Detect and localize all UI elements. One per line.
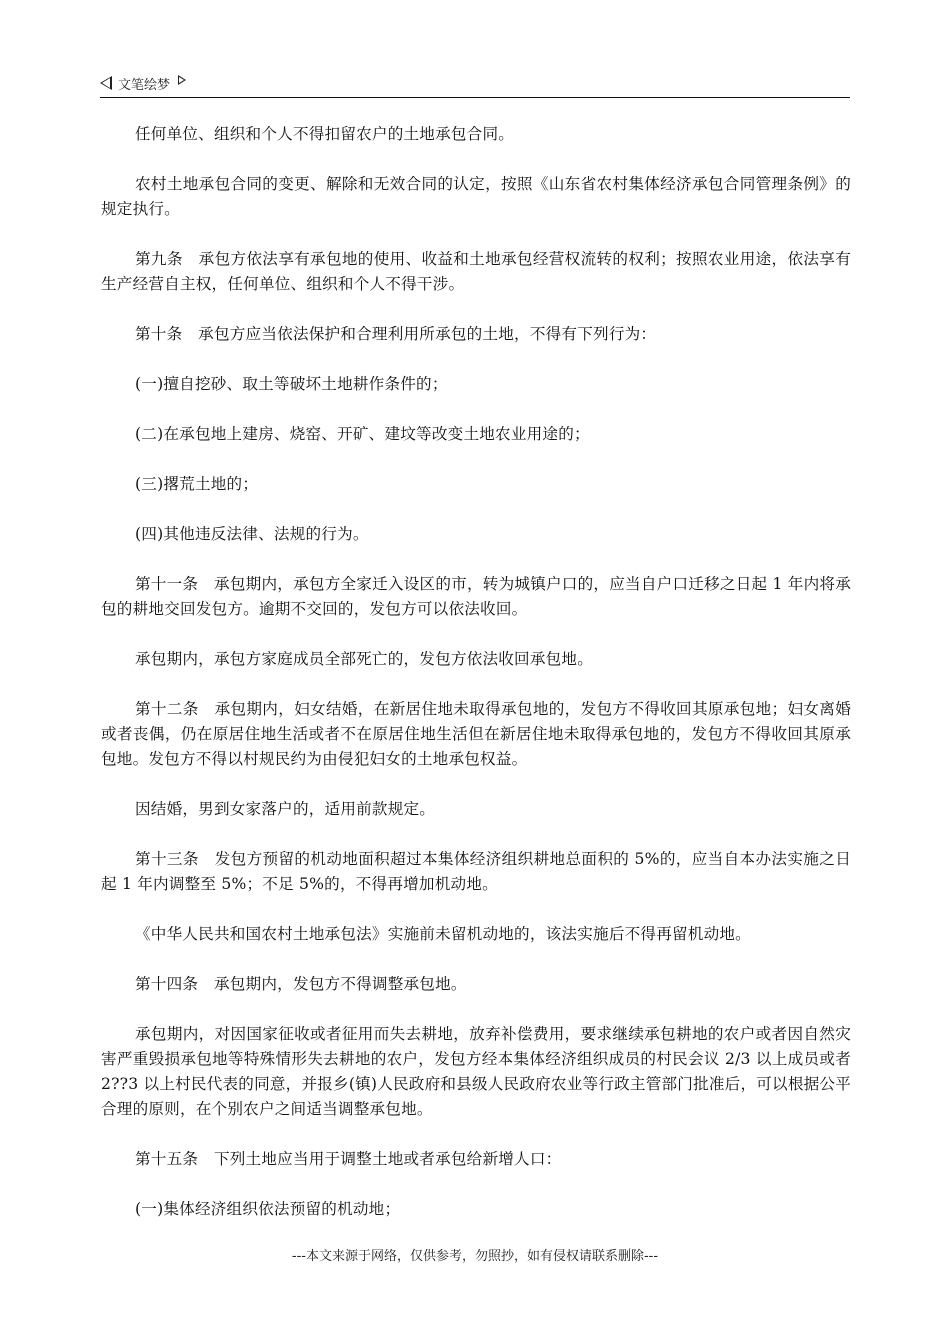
- paragraph: 承包期内，对因国家征收或者征用而失去耕地，放弃补偿费用，要求继续承包耕地的农户或者因自然灾害严重毁损承包地等特殊情形失去耕地的农户，发包方经本集体经济组织成员的村民会议 2/3 以上成员或者 2??3 以上村民代表的同意，并报乡(镇)人民政府和县级人民政府农业等行政主管部门批准后，可以根据公平合理的原则，在个别农户之间适当调整承包地。: [101, 1025, 857, 1118]
- paragraph: 因结婚，男到女家落户的，适用前款规定。: [135, 800, 436, 818]
- list-item: (三)撂荒土地的；: [135, 475, 259, 493]
- paragraph: 第十四条 承包期内，发包方不得调整承包地。: [135, 975, 467, 993]
- paragraph: 任何单位、组织和个人不得扣留农户的土地承包合同。: [135, 125, 515, 143]
- header-divider: [100, 97, 850, 99]
- list-item: (一)集体经济组织依法预留的机动地；: [135, 1200, 401, 1218]
- paragraph: 第十三条 发包方预留的机动地面积超过本集体经济组织耕地总面积的 5%的，应当自本办法实施之日起 1 年内调整至 5%；不足 5%的，不得再增加机动地。: [101, 850, 851, 893]
- paragraph: 第九条 承包方依法享有承包地的使用、收益和土地承包经营权流转的权利；按照农业用途，依法享有生产经营自主权，任何单位、组织和个人不得干涉。: [101, 250, 851, 293]
- page-header: [100, 70, 850, 98]
- triangle-left-icon: [100, 76, 112, 90]
- paragraph: 农村土地承包合同的变更、解除和无效合同的认定，按照《山东省农村集体经济承包合同管理条例》的规定执行。: [101, 175, 851, 218]
- paragraph: 第十一条 承包期内，承包方全家迁入设区的市，转为城镇户口的，应当自户口迁移之日起 1 年内将承包的耕地交回发包方。逾期不交回的，发包方可以依法收回。: [101, 575, 851, 618]
- header-bar: [100, 70, 850, 96]
- list-item: (二)在承包地上建房、烧窑、开矿、建坟等改变土地农业用途的；: [135, 425, 590, 443]
- paragraph: 第十五条 下列土地应当用于调整土地或者承包给新增人口：: [135, 1150, 562, 1168]
- page-footer: ---本文来源于网络，仅供参考，勿照抄，如有侵权请联系删除---: [291, 1249, 659, 1264]
- list-item: (四)其他违反法律、法规的行为。: [135, 525, 369, 543]
- paragraph: 第十条 承包方应当依法保护和合理利用所承包的土地，不得有下列行为：: [135, 325, 657, 343]
- triangle-right-icon: [178, 75, 186, 85]
- paragraph: 第十二条 承包期内，妇女结婚，在新居住地未取得承包地的，发包方不得收回其原承包地；妇女离婚或者丧偶，仍在原居住地生活或者不在原居住地生活但在新居住地未取得承包地的，发包方不得收回其原承包地。发包方不得以村规民约为由侵犯妇女的土地承包权益。: [101, 700, 851, 768]
- paragraph: 《中华人民共和国农村土地承包法》实施前未留机动地的，该法实施后不得再留机动地。: [135, 925, 751, 943]
- paragraph: 承包期内，承包方家庭成员全部死亡的，发包方依法收回承包地。: [135, 650, 594, 668]
- document-body: [101, 122, 857, 1247]
- header-title: 文笔绘梦: [118, 77, 171, 93]
- list-item: (一)擅自挖砂、取土等破坏土地耕作条件的；: [135, 375, 448, 393]
